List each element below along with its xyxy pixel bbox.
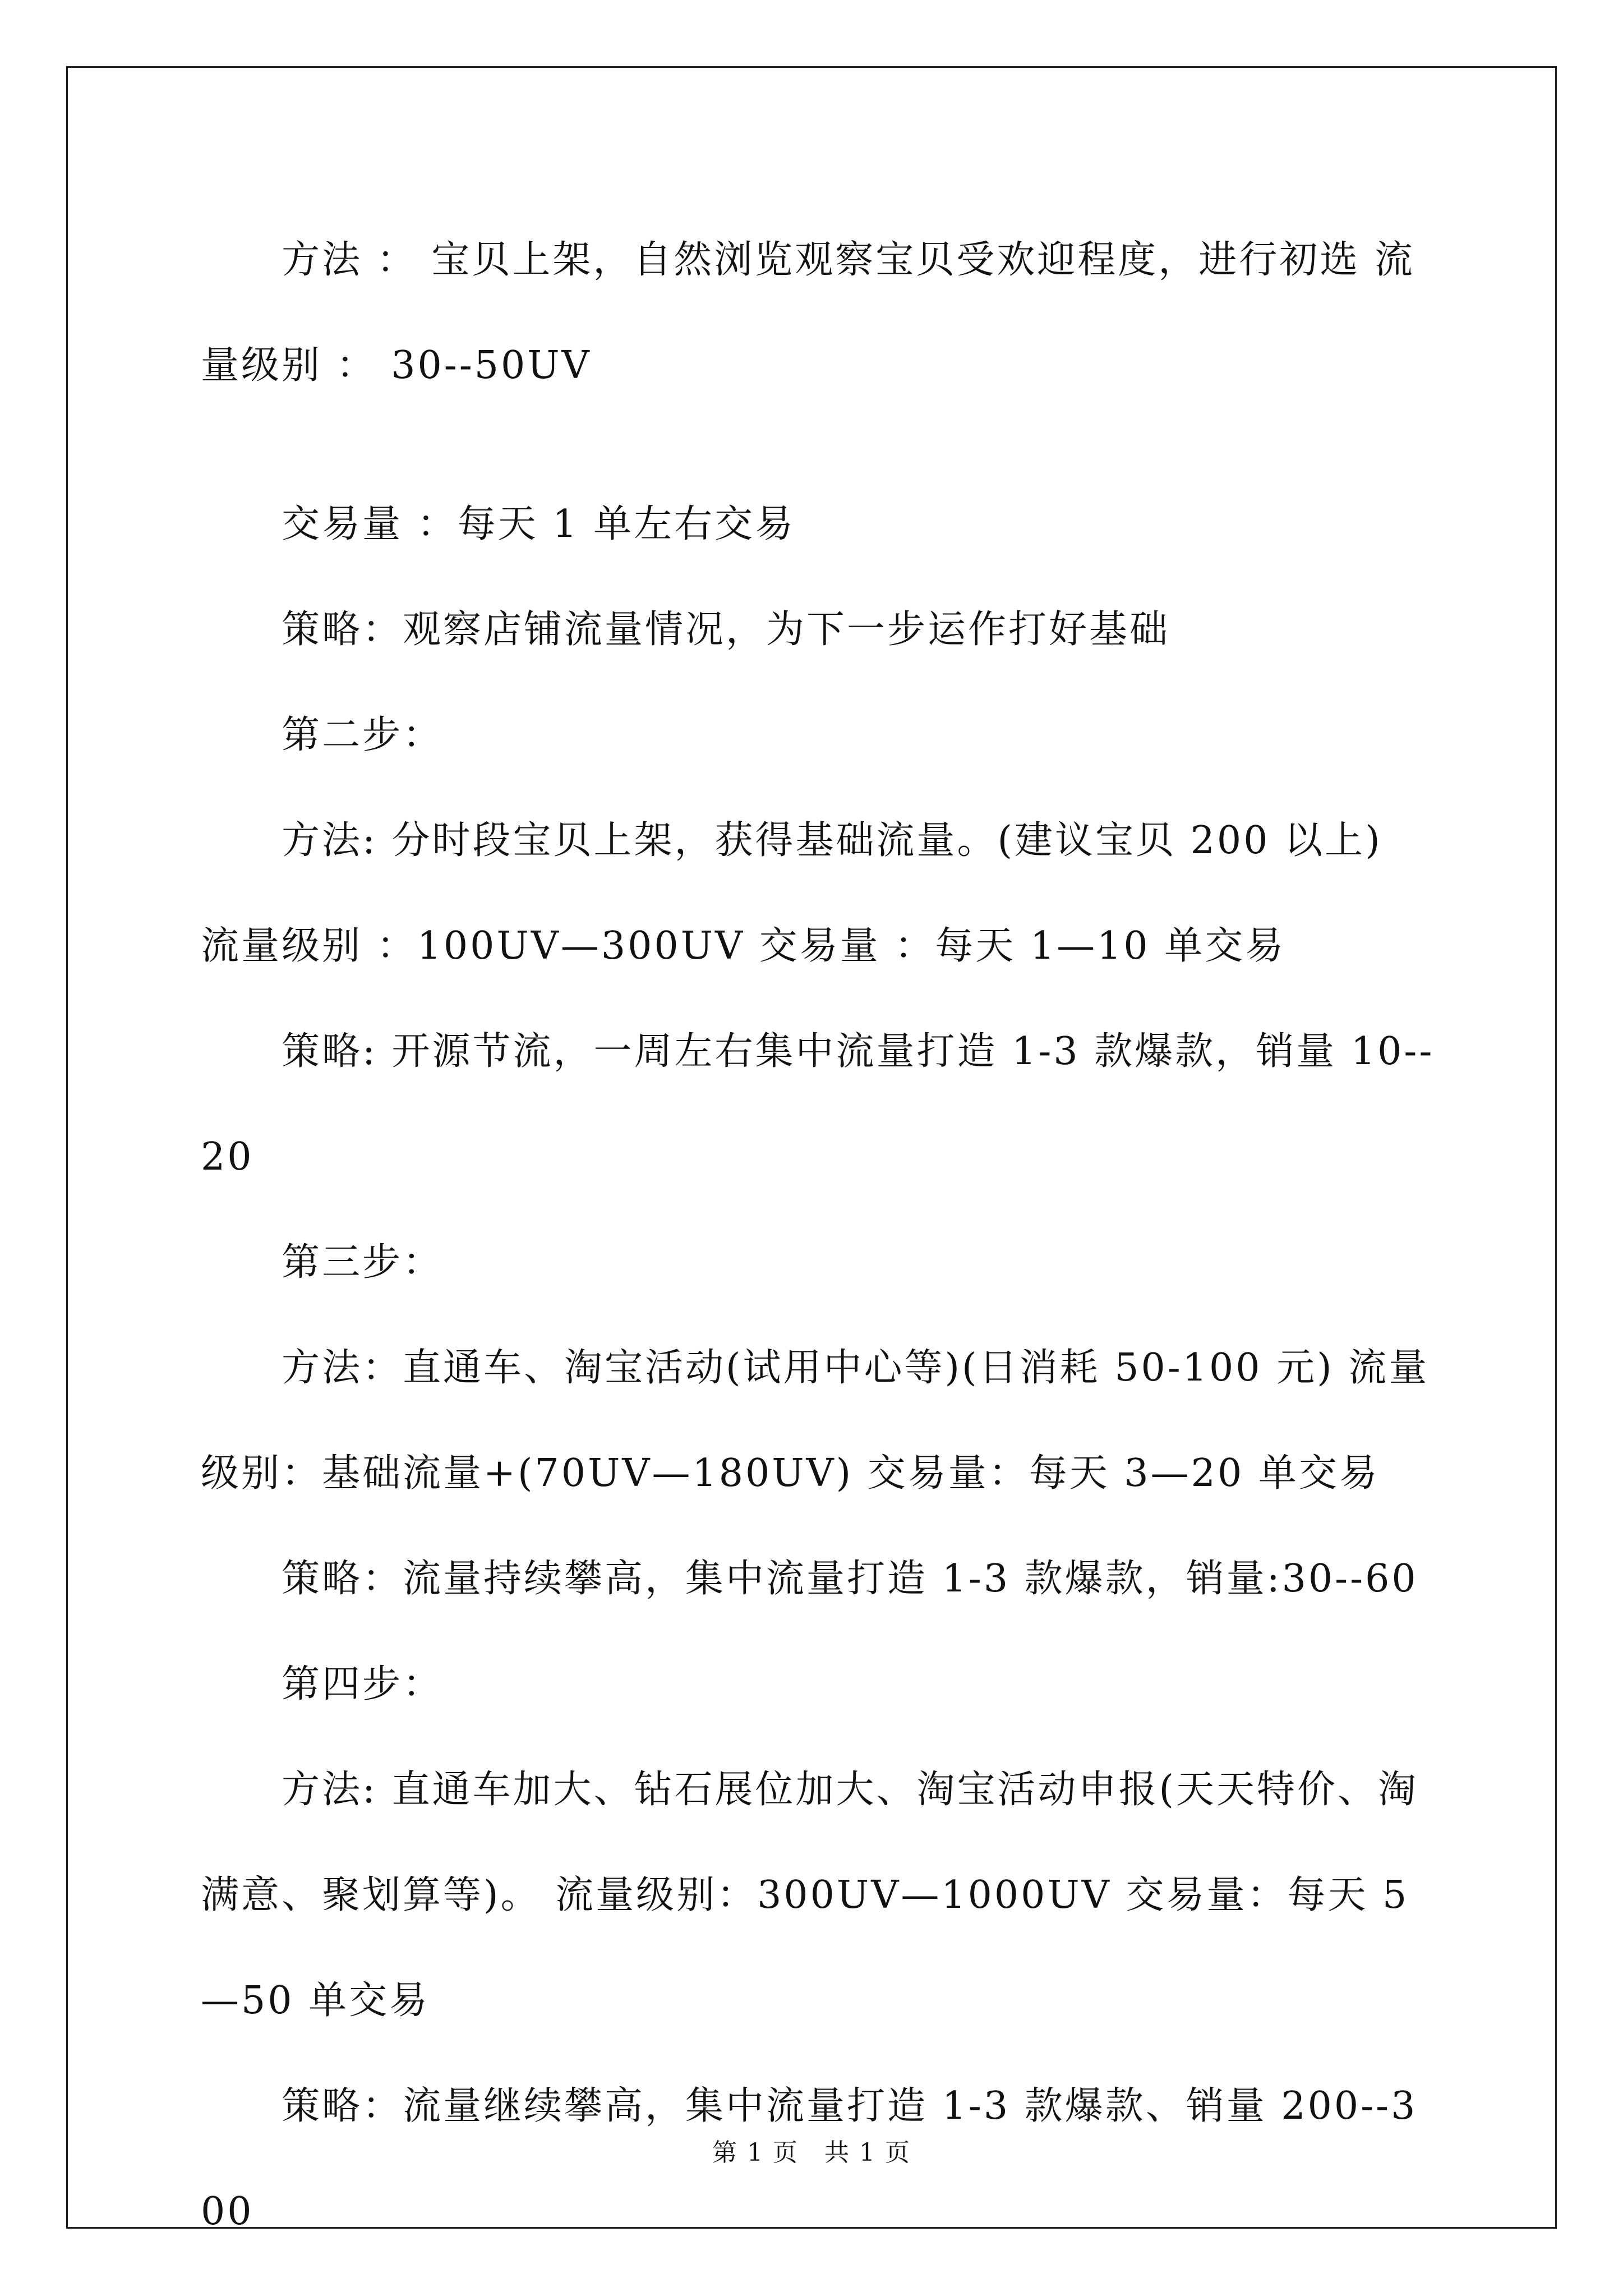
heading-step4: 第四步： [282, 1662, 444, 1706]
paragraph-step2-method: 方法: 分时段宝贝上架，获得基础流量。(建议宝贝 200 以上) 流量级别 ：100UV—300UV 交易量 ：每天 1—10 单交易 [201, 818, 1382, 968]
paragraph-step3-method: 方法：直通车、淘宝活动(试用中心等)(日消耗 50-100 元) 流量级别：基础流量+(70UV—180UV) 交易量：每天 3—20 单交易 [201, 1346, 1430, 1496]
paragraph-step4-method: 方法: 直通车加大、钻石展位加大、淘宝活动申报(天天特价、淘满意、聚划算等)。 流量级别：300UV—1000UV 交易量：每天 5—50 单交易 [201, 1768, 1419, 2023]
heading-step2: 第二步： [282, 713, 444, 757]
paragraph-step1-volume: 交易量 ：每天 1 单左右交易 [282, 502, 796, 546]
page-number-footer: 第 1 页 共 1 页 [712, 2138, 911, 2167]
paragraph-step2-strategy: 策略: 开源节流，一周左右集中流量打造 1-3 款爆款，销量 10--20 [201, 1029, 1435, 1179]
heading-step3: 第三步： [282, 1240, 444, 1285]
paragraph-step3-strategy: 策略：流量持续攀高，集中流量打造 1-3 款爆款，销量:30--60 [282, 1557, 1418, 1601]
paragraph-step1-method: 方法 ： 宝贝上架，自然浏览观察宝贝受欢迎程度，进行初选 流量级别 ： 30--50UV [201, 238, 1415, 388]
paragraph-step1-strategy: 策略：观察店铺流量情况，为下一步运作打好基础 [282, 608, 1170, 652]
document-body [201, 208, 1435, 2265]
paragraph-step4-strategy: 策略：流量继续攀高，集中流量打造 1-3 款爆款、销量 200--300 [201, 2084, 1418, 2234]
